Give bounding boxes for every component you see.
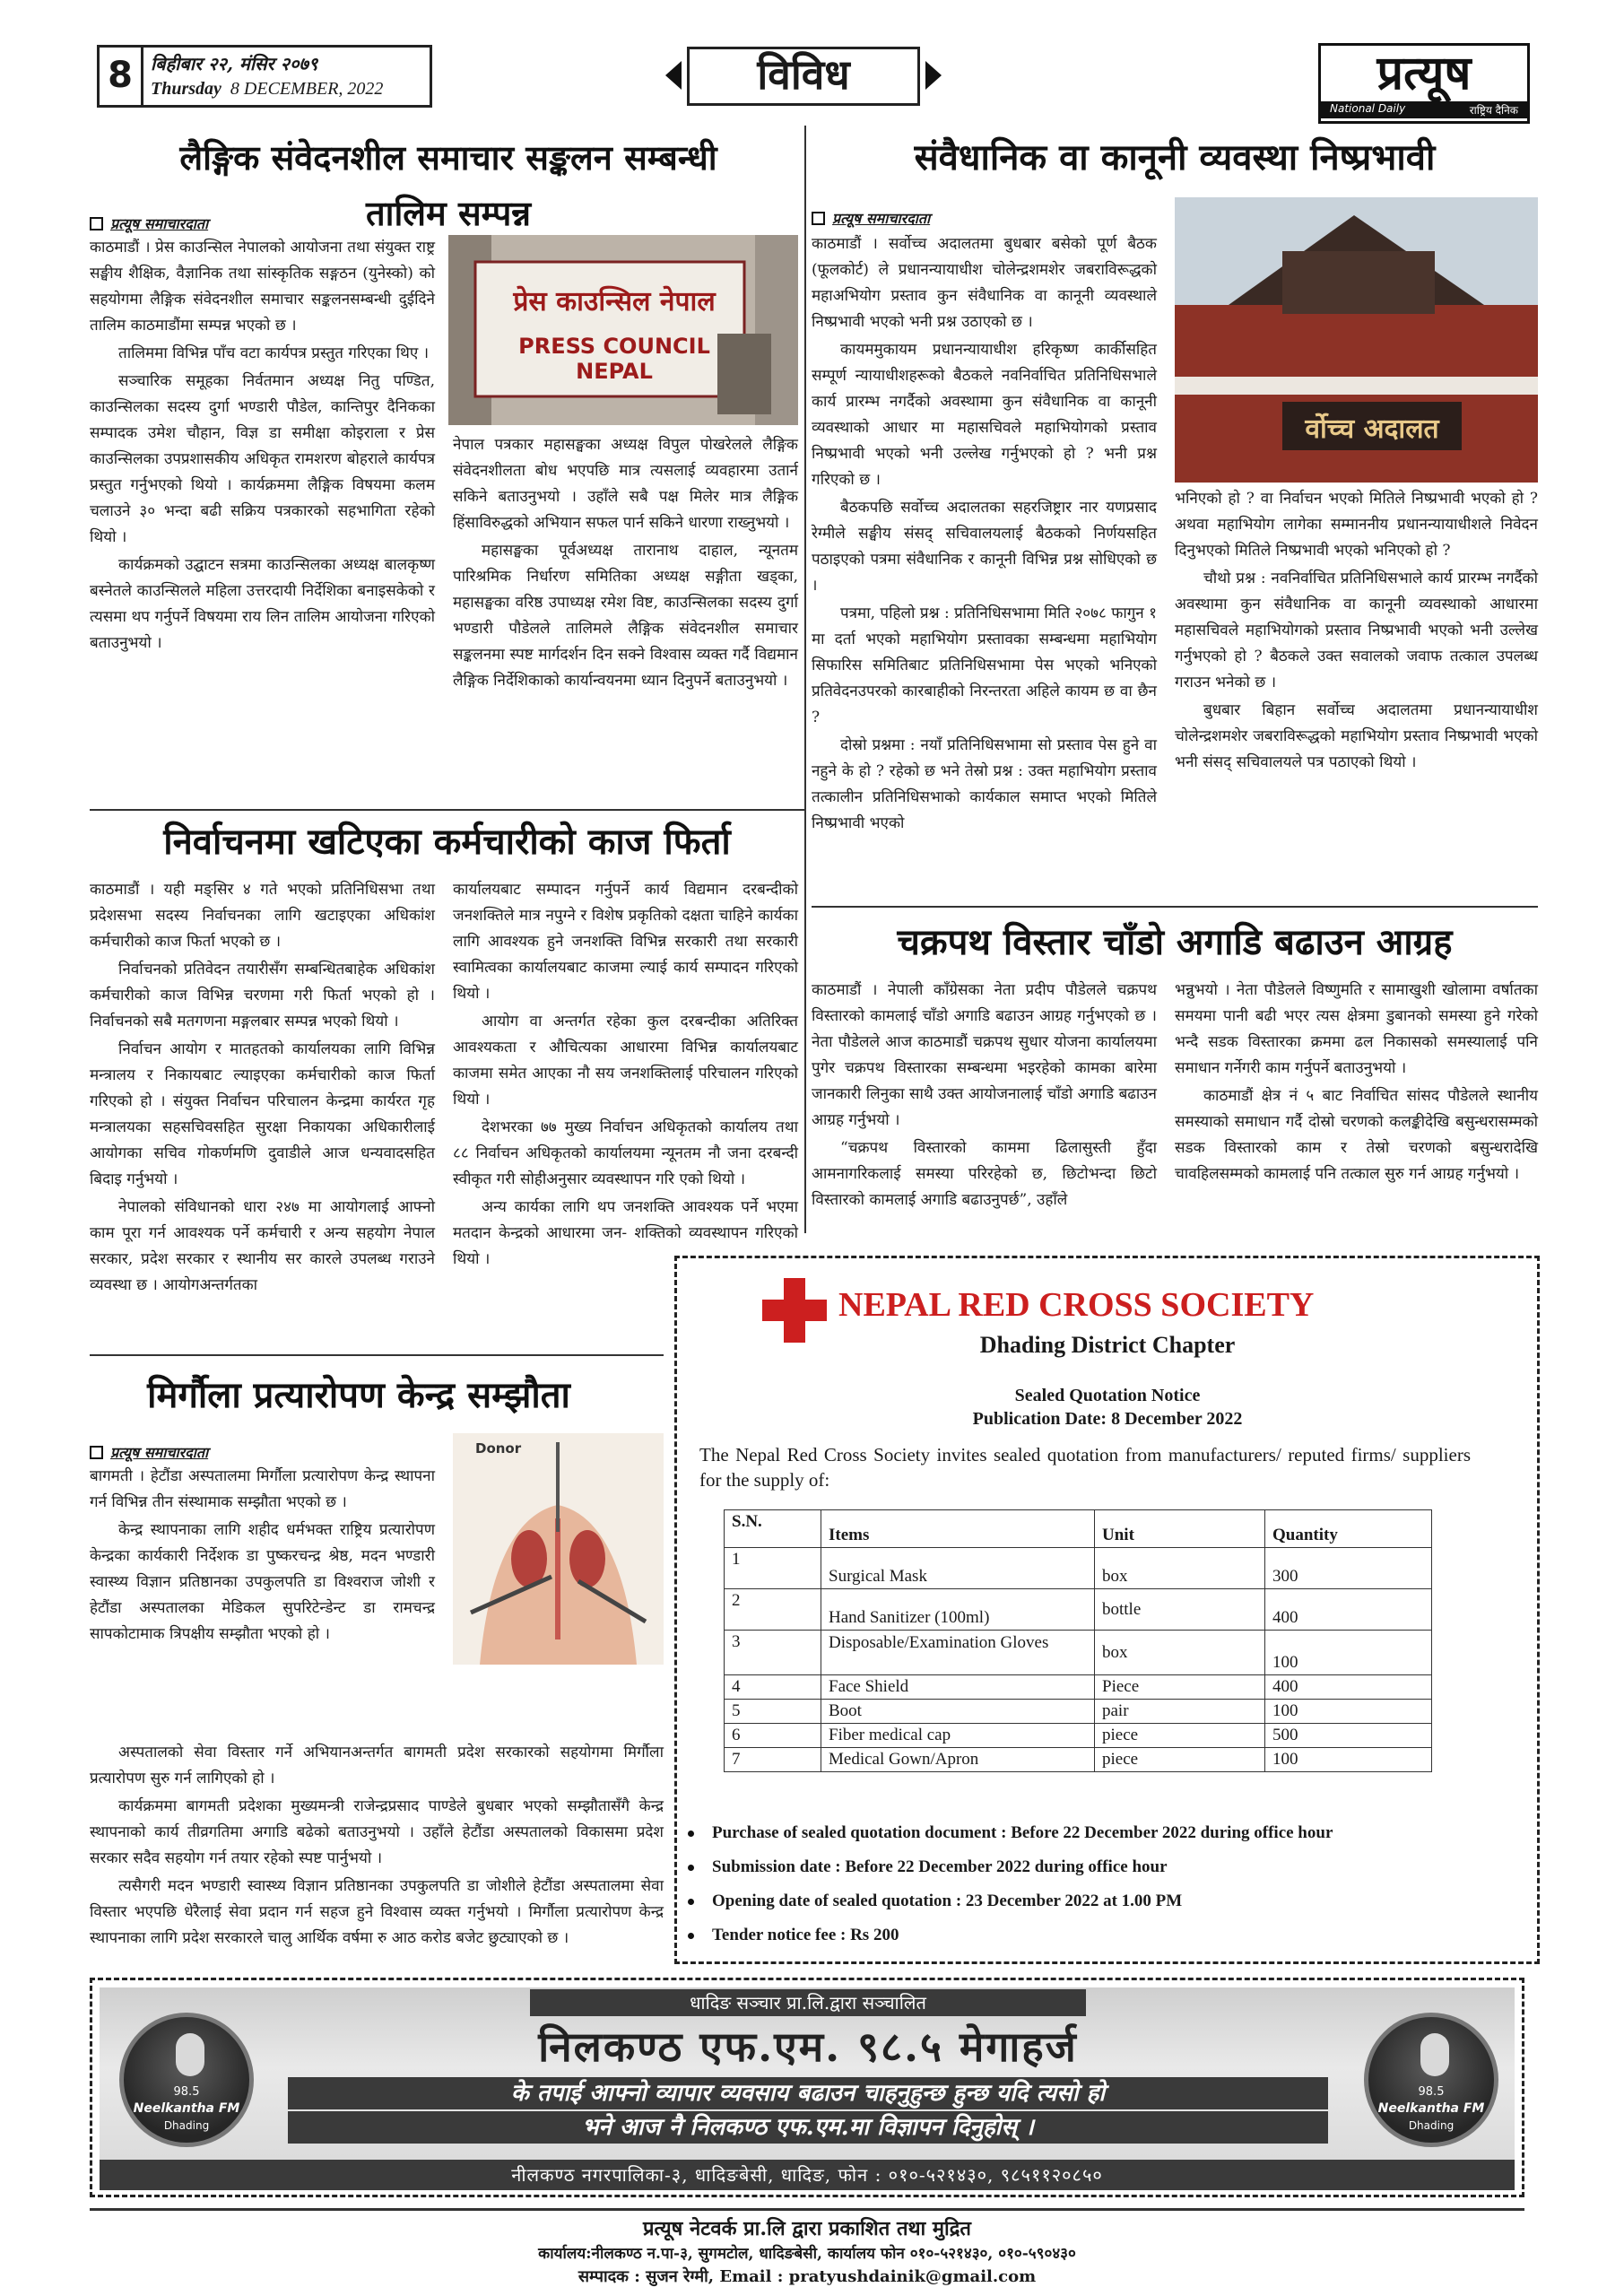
fm-logo-place: Dhading (1408, 2119, 1455, 2132)
article3-p1: काठमाडौं । यही मङ्सिर ४ गते भएको प्रतिनिधिसभा तथा प्रदेशसभा सदस्य निर्वाचनका लागि खटाइएका अधिकांश कर्मचारीको काज फिर्ता भएको छ । (90, 881, 435, 951)
article5-p2: केन्द्र स्थापनाका लागि शहीद धर्मभक्त राष्ट्रिय प्रत्यारोपण केन्द्रका कार्यकारी निर्देशक डा पुष्करचन्द्र श्रेष्ठ, मदन भण्डारी स्वास्थ्य विज्ञान प्रतिष्ठानका उपकुलपति डा विश्वराज जोशी र हेटौंडा अस्पतालका मेडिकल सुपरिटेन्डेन्ट डा रामचन्द्र सापकोटामाक त्रिपक्षीय सम्झौता भएको हो । (90, 1521, 435, 1643)
date-english-day: Thursday (151, 79, 221, 99)
fm-logo-freq: 98.5 (173, 2085, 200, 2099)
table-row: 7 Medical Gown/Apron piece 100 (725, 1748, 1432, 1772)
divider-article3 (90, 809, 804, 811)
masthead-sub-left: National Daily (1330, 102, 1406, 115)
col-sn: S.N. (725, 1510, 821, 1548)
fm-logo-name: Neelkantha FM (133, 2101, 240, 2116)
masthead-title: प्रत्यूष (1376, 46, 1472, 100)
fm-logo-left (119, 2013, 254, 2147)
ad-chapter: Dhading District Chapter (979, 1332, 1236, 1358)
article1-headline-line2: तालिम सम्पन्न (365, 193, 532, 233)
article4-col1 (812, 978, 1157, 1215)
article5-p1: बागमती । हेटौंडा अस्पतालमा मिर्गौला प्रत्यारोपण केन्द्र स्थापना गर्न विभिन्न तीन संस्थामाक सम्झौता भएको छ । (90, 1467, 435, 1511)
fm-ad (90, 1978, 1524, 2197)
photo-sign-court: र्वोच्च अदालत (1305, 413, 1439, 445)
fm-logo-freq: 98.5 (1418, 2085, 1445, 2099)
col-unit: Unit (1095, 1510, 1265, 1548)
table-row: 5 Boot pair 100 (725, 1700, 1432, 1724)
article1-p6: महासङ्घका पूर्वअध्यक्ष तारानाथ दाहाल, न्यूनतम पारिश्रमिक निर्धारण समितिका अध्यक्ष सङ्गीता खड्का, महासङ्घका वरिष्ठ उपाध्यक्ष रमेश विष्ट, काउन्सिलका सदस्य दुर्गा भण्डारी पौडेलले तालिमले लैङ्गिक संवेदनशील समाचार सङ्कलनमा स्पष्ट मार्गदर्शन दिन सक्ने विश्वास व्यक्त गर्दै विद्यमान लैङ्गिक निर्देशिकाको कार्यान्वयनमा ध्यान दिनुपर्ने बताउनुभयो । (453, 542, 798, 690)
article1-byline: प्रत्यूष समाचारदाता (90, 213, 208, 233)
table-row: 1 Surgical Mask box 300 (725, 1548, 1432, 1589)
article1-p1: काठमाडौं । प्रेस काउन्सिल नेपालको आयोजना तथा संयुक्त राष्ट्र सङ्घीय शैक्षिक, वैज्ञानिक तथा सांस्कृतिक सङ्गठन (युनेस्को) को सहयोगमा लैङ्गिक संवेदनशील समाचार सङ्कलनसम्बन्धी दुईदिने तालिम काठमाडौंमा सम्पन्न भएको छ । (90, 239, 435, 335)
fm-address: नीलकण्ठ नगरपालिका-३, धादिङबेसी, धादिङ, फोन : ०१०-५२१४३०, ९८५११२०८५० (100, 2160, 1515, 2190)
footer (90, 2215, 1524, 2289)
article1-col2 (453, 432, 798, 696)
article4-col2 (1175, 978, 1538, 1189)
article1-p4: कार्यक्रमको उद्घाटन सत्रमा काउन्सिलका अध्यक्ष बालकृष्ण बस्नेतले काउन्सिलले महिला उत्तरदायी निर्देशिका बनाइसकेको र त्यसमा थप गर्नुपर्ने विषयमा राय लिन तालिम आयोजना गरिएको बताउनुभयो । (90, 556, 435, 652)
article3-p2: निर्वाचनको प्रतिवेदन तयारीसँग सम्बन्धितबाहेक अधिकांश कर्मचारीको काज विभिन्न चरणमा गरी फिर्ता भएको हो । निर्वाचनको सबै मतगणना मङ्गलबार सम्पन्न भएको थियो । (90, 961, 435, 1031)
date-nepali: बिहीबार २२, मंसिर २०७९ (151, 53, 318, 74)
next-section-icon[interactable] (925, 61, 942, 90)
article4-headline: चक्रपथ विस्तार चाँडो अगाडि बढाउन आग्रह (897, 921, 1453, 963)
article4-p2: “चक्रपथ विस्तारको काममा ढिलासुस्ती हुँदा आमनागरिकलाई समस्या परिरहेको छ, छिटोभन्दा छिटो विस्तारको कामलाई अगाडि बढाउनुपर्छ”, उहाँले (812, 1139, 1157, 1209)
bullet-item: Opening date of sealed quotation : 23 December 2022 at 1.00 PM (688, 1884, 1522, 1918)
byline-square-icon (90, 1446, 103, 1459)
article5-p5: त्यसैगरी मदन भण्डारी स्वास्थ्य विज्ञान प्रतिष्ठानका उपकुलपति डा जोशीले हेटौंडा अस्पतालमा सेवा विस्तार भएपछि धेरैलाई सेवा प्रदान गर्न सहज हुने विश्वास व्यक्त गर्नुभयो । मिर्गौला प्रत्यारोपण केन्द्र स्थापनाका लागि प्रदेश सरकारले चालु आर्थिक वर्षमा रु आठ करोड बजेट छुट्याएको छ । (90, 1877, 664, 1947)
article3-p7: देशभरका ७७ मुख्य निर्वाचन अधिकृतको कार्यालय तथा ८८ निर्वाचन अधिकृतको कार्यालयमा न्यूनतम नौ जना दरबन्दी स्वीकृत गरी सोहीअनुसार व्यवस्थापन गरि एको थियो । (453, 1118, 798, 1188)
fm-logo-place: Dhading (163, 2119, 210, 2132)
fm-title: निलकण्ठ एफ.एम. ९८.५ मेगाहर्ज (538, 2022, 1078, 2071)
article1-p3: सञ्चारिक समूहका निर्वतमान अध्यक्ष नितु पण्डित, काउन्सिलका सदस्य दुर्गा भण्डारी पौडेल, कान्तिपुर दैनिकका सम्पादक उमेश चौहान, विज्ञ डा समीक्षा कोइराला र प्रेस काउन्सिलका उपप्रशासकीय अधिकृत रामशरण बोहराले कार्यपत्र प्रस्तुत गर्नुभएको थियो । कार्यक्रममा लैङ्गिक विषयमा कलम चलाउने ३० भन्दा बढी सक्रिय पत्रकारको सहभागिता रहेको थियो । (90, 372, 435, 546)
photo-sign-np: प्रेस काउन्सिल नेपाल (513, 286, 716, 317)
article2-p3: बैठकपछि सर्वोच्च अदालतका सहरजिष्ट्रार नार यणप्रसाद रेग्मीले सङ्घीय संसद् सचिवालयलाई बैठकको निर्णयसहित पठाइएको पत्रमा संवैधानिक र कानूनी विभिन्न प्रश्न सोधिएको छ । (812, 499, 1157, 595)
article1-p5: नेपाल पत्रकार महासङ्घका अध्यक्ष विपुल पोखरेलले लैङ्गिक संवेदनशीलता बोध भएपछि मात्र त्यसलाई व्यवहारमा उतार्न सकिने बताउनुभयो । उहाँले सबै पक्ष मिलेर मात्र लैङ्गिक हिंसाविरुद्धको अभियान सफल पार्न सकिने धारणा राख्नुभयो । (453, 436, 798, 532)
microphone-icon (176, 2033, 204, 2076)
footer-line3: सम्पादक : सुजन रेग्मी, Email : pratyushdainik@gmail.com (578, 2267, 1037, 2286)
article2-photo (1175, 197, 1538, 483)
article5-headline: मिर्गौला प्रत्यारोपण केन्द्र सम्झौता (147, 1374, 570, 1416)
article3-p6: आयोग वा अन्तर्गत रहेका कुल दरबन्दीका अतिरिक्त आवश्यकता र औचित्यका आधारमा विभिन्न कार्यालयबाट काजमा समेत आएका नौ सय जनशक्तिलाई परिचालन गरिएको थियो । (453, 1013, 798, 1109)
column-divider (804, 126, 806, 1233)
article5-p3: अस्पतालको सेवा विस्तार गर्ने अभियानअन्तर्गत बागमती प्रदेश सरकारको सहयोगमा मिर्गौला प्रत्यारोपण सुरु गर्न लागिएको हो । (90, 1744, 664, 1787)
date-box (143, 45, 432, 108)
article2-headline: संवैधानिक वा कानूनी व्यवस्था निष्प्रभावी (914, 136, 1436, 178)
fm-line1: के तपाई आफ्नो व्यापार व्यवसाय बढाउन चाहनुहुन्छ हुन्छ यदि त्यसो हो (288, 2077, 1328, 2109)
microphone-icon (1420, 2033, 1449, 2076)
article2-p1: काठमाडौं । सर्वोच्च अदालतमा बुधबार बसेको पूर्ण बैठक (फूलकोर्ट) ले प्रधानन्यायाधीश चोलेन्द्रशमशेर जबराविरूद्धको महाअभियोग प्रस्ताव कुन संवैधानिक वा कानूनी व्यवस्थाले निष्प्रभावी भएको भनी प्रश्न उठाएको छ । (812, 235, 1157, 331)
table-row: 3 Disposable/Examination Gloves box 100 (725, 1631, 1432, 1675)
article2-col2 (1175, 486, 1538, 778)
article1-photo (448, 235, 798, 425)
fm-top: धादिङ सञ्चार प्रा.लि.द्वारा सञ्चालित (530, 1989, 1086, 2016)
article4-p3: भन्नुभयो । नेता पौडेलले विष्णुमति र सामाखुशी खोलामा वर्षातका समयमा पानी बढी भएर त्यस क्षेत्रमा डुबानको समस्या हुने गरेको भन्दै सडक विस्तारका क्रममा ढल निकासको समस्यालाई पनि समाधान गर्नेगरी काम गर्नुपर्ने बताउनुभयो । (1175, 981, 1538, 1077)
col-items: Items (821, 1510, 1095, 1548)
article3-col2 (453, 877, 798, 1274)
ad-bullets (688, 1816, 1522, 1952)
masthead (1318, 43, 1530, 124)
footer-line2: कार्यालय:नीलकण्ठ न.पा-३, सुगमटोल, धादिङबेसी, कार्यालय फोन ०१०-५२१४३०, ०१०-५९०४३० (538, 2245, 1076, 2263)
article4-p4: काठमाडौं क्षेत्र नं ५ बाट निर्वाचित सांसद पौडेलले स्थानीय समस्याको समाधान गर्दै दोस्रो चरणको कलङ्कीदेखि बसुन्धरासम्मको सडक विस्तारको काम र तेस्रो चरणको बसुन्धरादेखि चावहिलसम्मको कामलाई पनि तत्काल सुरु गर्न आग्रह गर्नुभयो । (1175, 1087, 1538, 1183)
table-row: 4 Face Shield Piece 400 (725, 1675, 1432, 1700)
article5-col1 (90, 1464, 435, 1649)
article2-p7: चौथो प्रश्न : नवनिर्वाचित प्रतिनिधिसभाले कार्य प्रारम्भ नगर्दैको अवस्थामा कुन संवैधानिक वा कानूनी व्यवस्थाको आधारमा महासचिवले महाभियोगको प्रस्ताव निष्प्रभावी भएको भनी उल्लेख गर्नुभएको हो ? बैठकले उक्त सवालको जवाफ तत्काल उपलब्ध गराउन भनेको छ । (1175, 570, 1538, 691)
article4-p1: काठमाडौं । नेपाली काँग्रेसका नेता प्रदीप पौडेलले चक्रपथ विस्तारको कामलाई चाँडो अगाडि बढाउन आग्रह गर्नुभएको छ । नेता पौडेलले आज काठमाडौं चक्रपथ सुधार योजना कार्यालयमा पुगेर चक्रपथ विस्तारका सम्बन्धमा भइरहेको कामका बारेमा जानकारी लिनुका साथै उक्त आयोजनालाई चाँडो अगाडि बढाउन आग्रह गर्नुभयो । (812, 981, 1157, 1129)
table-row: 2 Hand Sanitizer (100ml) bottle 400 (725, 1589, 1432, 1631)
page-number-box (97, 45, 143, 108)
col-quantity: Quantity (1265, 1510, 1432, 1548)
fm-line2: भने आज नै निलकण्ठ एफ.एम.मा विज्ञापन दिनुहोस् । (288, 2111, 1328, 2144)
masthead-sub-right: राष्ट्रिय दैनिक (1469, 104, 1518, 117)
article3-p5: कार्यालयबाट सम्पादन गर्नुपर्ने कार्य विद्यमान दरबन्दीको जनशक्तिले मात्र नपुग्ने र विशेष प्रकृतिको दक्षता चाहिने कार्यका लागि आवश्यक हुने जनशक्ति विभिन्न सरकारी तथा सरकारी स्वामित्वका कार्यालयबाट काजमा ल्याई कार्य सम्पादन गरिएको थियो । (453, 881, 798, 1003)
red-cross-ad (674, 1256, 1540, 1964)
bullet-item: Tender notice fee : Rs 200 (688, 1918, 1522, 1952)
article3-p3: निर्वाचन आयोग र मातहतको कार्यालयका लागि विभिन्न मन्त्रालय र निकायबाट ल्याइएका कर्मचारीको काज फिर्ता गरिएको हो । संयुक्त निर्वाचन परिचालन केन्द्रमा कार्यरत गृह मन्त्रालयका सहसचिवसहित सुरक्षा निकायका अधिकारीलाई आयोगका सचिव गोकर्णमणि दुवाडीले आज धन्यवादसहित बिदाइ गर्नुभयो । (90, 1040, 435, 1188)
article1-headline-line1: लैङ्गिक संवेदनशील समाचार सङ्कलन सम्बन्धी (179, 137, 717, 178)
article3-p4: नेपालको संविधानको धारा २४७ मा आयोगलाई आफ्नो काम पूरा गर्न आवश्यक पर्ने कर्मचारी र अन्य सहयोग नेपाल सरकार, प्रदेश सरकार र स्थानीय सर कारले उपलब्ध गराउने व्यवस्था छ । आयोगअन्तर्गतका (90, 1198, 435, 1294)
photo-sign-en: PRESS COUNCIL NEPAL (518, 334, 710, 384)
ad-org: NEPAL RED CROSS SOCIETY (838, 1286, 1315, 1324)
section-box (687, 47, 920, 106)
ad-pub-date: Publication Date: 8 December 2022 (972, 1409, 1243, 1429)
footer-line1: प्रत्यूष नेटवर्क प्रा.लि द्वारा प्रकाशित तथा मुद्रित (643, 2217, 971, 2240)
article2-col1 (812, 231, 1157, 839)
article5-p4: कार्यक्रममा बागमती प्रदेशका मुख्यमन्त्री राजेन्द्रप्रसाद पाण्डेले बुधबार भएको सम्झौतासँगै केन्द्र स्थापनाको कार्य तीव्रगतिमा अगाडि बढेको बताउनुभयो । उहाँले हेटौंडा अस्पतालको विकासमा प्रदेश सरकार सदैव सहयोग गर्न तयार रहेको स्पष्ट पार्नुभयो । (90, 1797, 664, 1867)
article2-p5: दोस्रो प्रश्नमा : नयाँ प्रतिनिधिसभामा सो प्रस्ताव पेस हुने वा नहुने के हो ? रहेको छ भने तेस्रो प्रश्न : उक्त महाभियोग प्रस्ताव तत्कालीन प्रतिनिधिसभाको कार्यकाल समाप्त भएको मितिले निष्प्रभावी भएको (812, 736, 1157, 832)
divider-article4 (812, 906, 1538, 908)
table-row: 6 Fiber medical cap piece 500 (725, 1724, 1432, 1748)
ad-intro: The Nepal Red Cross Society invites sealed quotation from manufacturers/ reputed firms/ suppliers for the supply of: (699, 1444, 1471, 1491)
fm-logo-right (1364, 2013, 1498, 2147)
fm-logo-name: Neelkantha FM (1377, 2101, 1485, 2116)
article5-byline: प्रत्यूष समाचारदाता (90, 1442, 208, 1462)
prev-section-icon[interactable] (665, 61, 682, 90)
article2-p6: भनिएको हो ? वा निर्वाचन भएको मितिले निष्प्रभावी भएको हो ? अथवा महाभियोग लागेका सम्माननीय प्रधानन्यायाधीशले निवेदन दिनुभएको मितिले निष्प्रभावी भएको भनिएको हो ? (1175, 490, 1538, 560)
bullet-item: Purchase of sealed quotation document : Before 22 December 2022 during office hour (688, 1816, 1522, 1850)
byline-square-icon (90, 217, 103, 230)
article3-col1 (90, 877, 435, 1300)
photo-label-donor: Donor (475, 1440, 522, 1457)
fm-banner (100, 1987, 1515, 2187)
article2-p4: पत्रमा, पहिलो प्रश्न : प्रतिनिधिसभामा मिति २०७८ फागुन १ मा दर्ता भएको महाभियोग प्रस्तावका सम्बन्धमा महाभियोग सिफारिस समितिबाट प्रतिनिधिसभामा पेस भएको भनिएको प्रतिवेदनउपरको कारबाहीको निरन्तरता अहिले कायम छ वा छैन ? (812, 604, 1157, 726)
article5-photo (453, 1433, 664, 1665)
article1-p2: तालिममा विभिन्न पाँच वटा कार्यपत्र प्रस्तुत गरिएका थिए । (118, 344, 430, 362)
byline-square-icon (812, 212, 825, 225)
bullet-item: Submission date : Before 22 December 2022 during office hour (688, 1850, 1522, 1884)
press-council-photo (448, 235, 798, 425)
article5-full (90, 1740, 664, 1953)
date-english: 8 DECEMBER, 2022 (230, 79, 384, 99)
footer-rule (90, 2208, 1524, 2211)
article2-p8: बुधबार बिहान सर्वोच्च अदालतमा प्रधानन्यायाधीश चोलेन्द्रशमशेर जबराविरूद्धको महाभियोग प्रस्ताव निष्प्रभावी भएको भनी संसद् सचिवालयले पत्र पठाएको थियो । (1175, 701, 1538, 771)
quotation-table (724, 1509, 1432, 1772)
kidney-transplant-illustration (453, 1433, 664, 1665)
article3-p8: अन्य कार्यका लागि थप जनशक्ति आवश्यक पर्ने भएमा मतदान केन्द्रको आधारमा जन- शक्तिको व्यवस्थापन गरिएको थियो । (453, 1198, 798, 1268)
table-header-row (725, 1510, 1432, 1548)
ad-notice: Sealed Quotation Notice (1014, 1386, 1201, 1405)
article2-p2: कायममुकायम प्रधानन्यायाधीश हरिकृष्ण कार्कीसहित सम्पूर्ण न्यायाधीशहरूको बैठकले नवनिर्वाचित प्रतिनिधिसभाले कार्य प्रारम्भ नगर्दैको अवस्थामा कुन संवैधानिक वा कानूनी व्यवस्थाको आधार मा महासचिवले महाभियोगको प्रस्ताव निष्प्रभावी भएको भनी उल्लेख गर्नुभएको हो ? भनी प्रश्न गरिएको छ । (812, 341, 1157, 489)
page-number: 8 (108, 55, 133, 96)
divider-article5 (90, 1354, 664, 1356)
article1-col1 (90, 235, 435, 658)
article2-byline: प्रत्यूष समाचारदाता (812, 208, 930, 228)
section-title: विविध (757, 50, 850, 99)
article3-headline: निर्वाचनमा खटिएका कर्मचारीको काज फिर्ता (163, 821, 731, 863)
